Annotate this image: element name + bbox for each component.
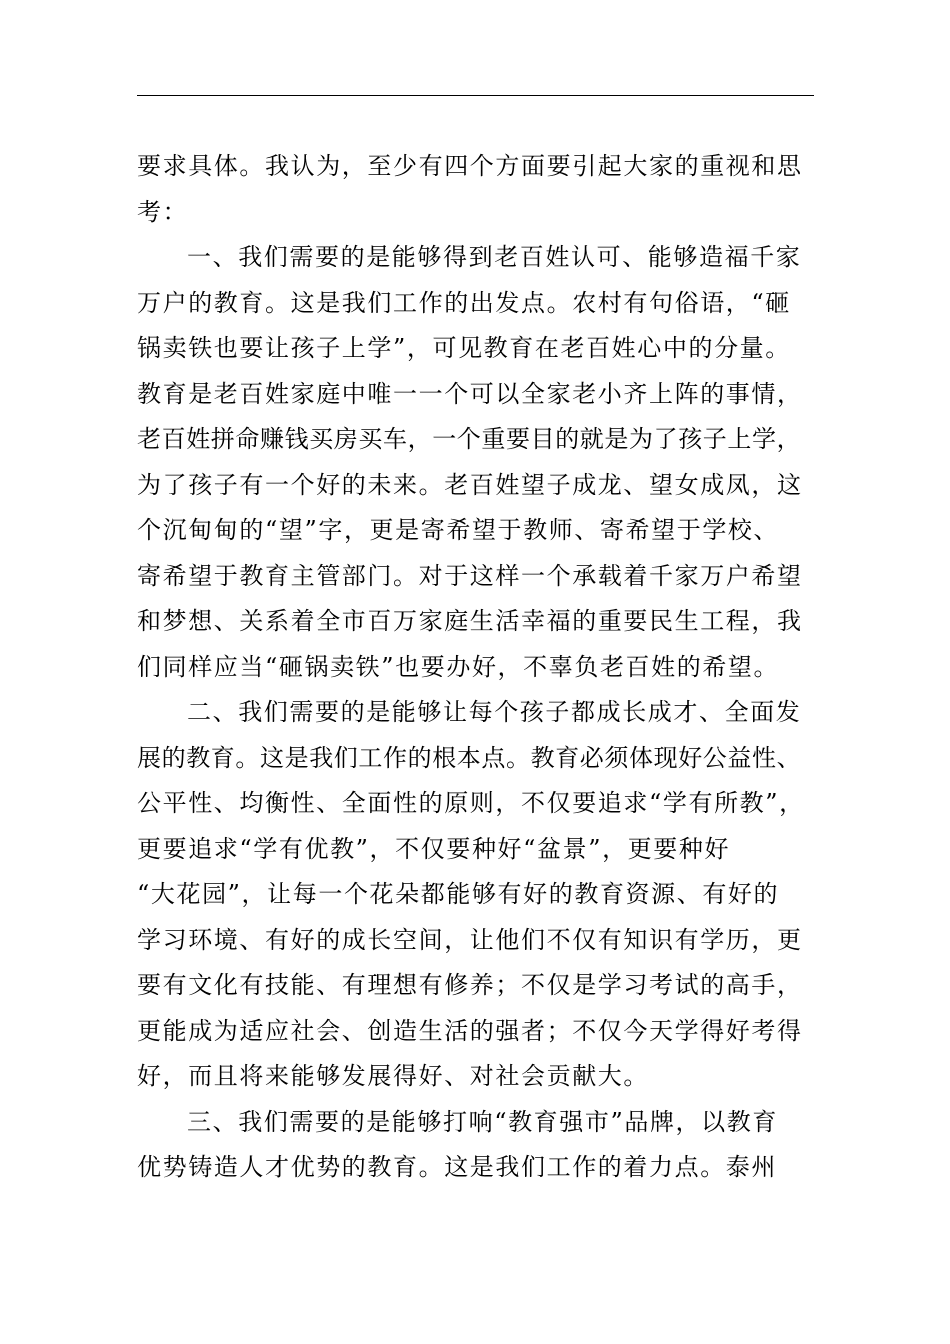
text-line: 学习环境、有好的成长空间，让他们不仅有知识有学历，更 xyxy=(137,925,803,954)
text-line: 教育是老百姓家庭中唯一一个可以全家老小齐上阵的事情， xyxy=(137,379,803,408)
text-line: 公平性、均衡性、全面性的原则，不仅要追求“学有所教”， xyxy=(137,789,805,817)
text-line: 老百姓拼命赚钱买房买车，一个重要目的就是为了孩子上学， xyxy=(137,425,802,453)
text-line: 二、我们需要的是能够让每个孩子都成长成才、全面发 xyxy=(187,698,802,726)
text-line: 考： xyxy=(137,197,189,226)
text-line: 展的教育。这是我们工作的根本点。教育必须体现好公益性、 xyxy=(137,743,802,772)
text-line: 们同样应当“砸锅卖铁”也要办好，不辜负老百姓的希望。 xyxy=(137,652,780,681)
text-line: 优势铸造人才优势的教育。这是我们工作的着力点。泰州 xyxy=(137,1153,777,1181)
header-rule xyxy=(137,95,814,96)
text-line: 为了孩子有一个好的未来。老百姓望子成龙、望女成凤，这 xyxy=(137,470,803,499)
text-line: 更要追求“学有优教”，不仅要种好“盆景”，更要种好 xyxy=(137,834,731,863)
text-line: “大花园”，让每一个花朵都能够有好的教育资源、有好的 xyxy=(137,880,780,908)
text-line: 个沉甸甸的“望”字，更是寄希望于教师、寄希望于学校、 xyxy=(137,516,780,544)
text-line: 万户的教育。这是我们工作的出发点。农村有句俗语，“砸 xyxy=(137,288,791,317)
text-line: 要有文化有技能、有理想有修养；不仅是学习考试的高手， xyxy=(137,971,803,999)
document-body xyxy=(137,144,805,1191)
text-line: 三、我们需要的是能够打响“教育强市”品牌，以教育 xyxy=(187,1107,778,1136)
text-line: 一、我们需要的是能够得到老百姓认可、能够造福千家 xyxy=(187,243,802,271)
text-line: 和梦想、关系着全市百万家庭生活幸福的重要民生工程，我 xyxy=(137,607,803,635)
text-line: 寄希望于教育主管部门。对于这样一个承载着千家万户希望 xyxy=(137,561,803,590)
text-line: 更能成为适应社会、创造生活的强者；不仅今天学得好考得 xyxy=(137,1016,803,1045)
text-line: 要求具体。我认为，至少有四个方面要引起大家的重视和思 xyxy=(137,152,803,180)
text-line: 好，而且将来能够发展得好、对社会贡献大。 xyxy=(137,1062,649,1090)
text-line: 锅卖铁也要让孩子上学”，可见教育在老百姓心中的分量。 xyxy=(137,334,791,362)
